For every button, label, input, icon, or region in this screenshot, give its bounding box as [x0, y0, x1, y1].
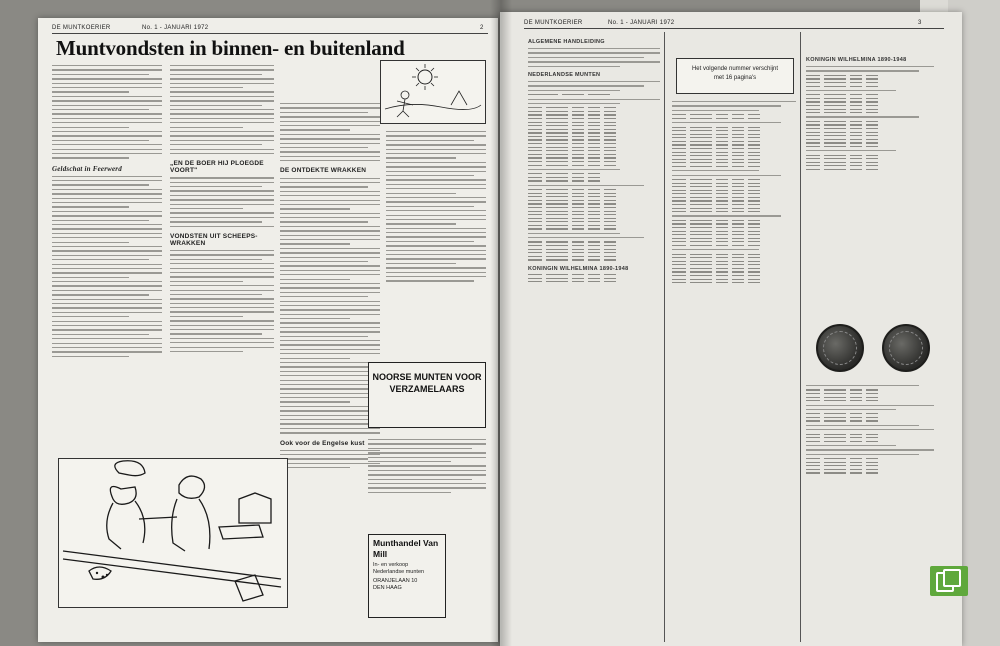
subhead-engelse: Ook voor de Engelse kust [280, 439, 365, 447]
watermark-badge [930, 566, 968, 596]
article-column-2 [170, 62, 274, 355]
right-page [500, 12, 962, 646]
coin-obverse-photo [816, 324, 864, 372]
section-title-nederlandse-munten: NEDERLANDSE MUNTEN [528, 71, 601, 78]
farmers-digging-cartoon [58, 458, 288, 608]
article-column-4 [386, 128, 486, 285]
munthandel-line2: Nederlandse munten [373, 569, 425, 575]
center-fold [490, 0, 512, 646]
subhead-ontdekte: DE ONTDEKTE WRAKKEN [280, 167, 367, 175]
left-header-issue: No. 1 - JANUARI 1972 [142, 25, 209, 31]
section-title-wilhelmina-a: KONINGIN WILHELMINA 1890-1948 [528, 265, 629, 272]
munthandel-line4: DEN HAAG [373, 585, 402, 591]
right-header-rule [524, 28, 944, 29]
next-issue-notice [676, 58, 794, 94]
price-column-c [806, 52, 934, 172]
subhead-vondsten: VONDSTEN UIT SCHEEPS-WRAKKEN [170, 232, 258, 247]
subhead-geldschat: Geldschat in Feerwerd [52, 164, 122, 173]
copy-icon [936, 572, 954, 592]
price-column-c-lower [806, 382, 934, 476]
right-page-number: 3 [918, 20, 922, 26]
munthandel-line3: ORANJELAAN 10 [373, 578, 418, 584]
page-headline: Muntvondsten in binnen- en buitenland [56, 36, 405, 60]
section-title-wilhelmina-c: KONINGIN WILHELMINA 1890-1948 [806, 57, 907, 63]
noorse-munten-box [368, 362, 486, 428]
right-header-issue: No. 1 - JANUARI 1972 [608, 20, 675, 26]
left-header-rule [52, 33, 488, 34]
left-header-title: DE MUNTKOERIER [52, 25, 111, 31]
subhead-boer: „EN DE BOER HIJ PLOEGDE VOORT" [170, 160, 264, 175]
right-header-title: DE MUNTKOERIER [524, 20, 583, 26]
noorse-article-text [368, 436, 486, 496]
section-title-handleiding: ALGEMENE HANDLEIDING [528, 39, 605, 45]
notice-line1: Het volgende nummer verschijnt [691, 66, 779, 72]
price-column-a [528, 34, 660, 285]
left-page [38, 18, 498, 642]
munthandel-line1: In- en verkoop [373, 562, 409, 568]
munthandel-title: Munthandel Van Mill [373, 538, 439, 559]
left-page-number: 2 [480, 25, 484, 31]
column-rule-2 [800, 32, 801, 642]
munthandel-ad [368, 534, 446, 618]
column-rule-1 [664, 32, 665, 642]
sun-beach-cartoon [380, 60, 486, 124]
notice-line2: met 16 pagina's [713, 75, 757, 81]
article-column-3 [280, 100, 380, 472]
noorse-munten-title: NOORSE MUNTEN VOOR VERZAMELAARS [372, 372, 482, 394]
coin-reverse-photo [882, 324, 930, 372]
article-column-1 [52, 62, 162, 360]
price-column-b [672, 98, 796, 286]
